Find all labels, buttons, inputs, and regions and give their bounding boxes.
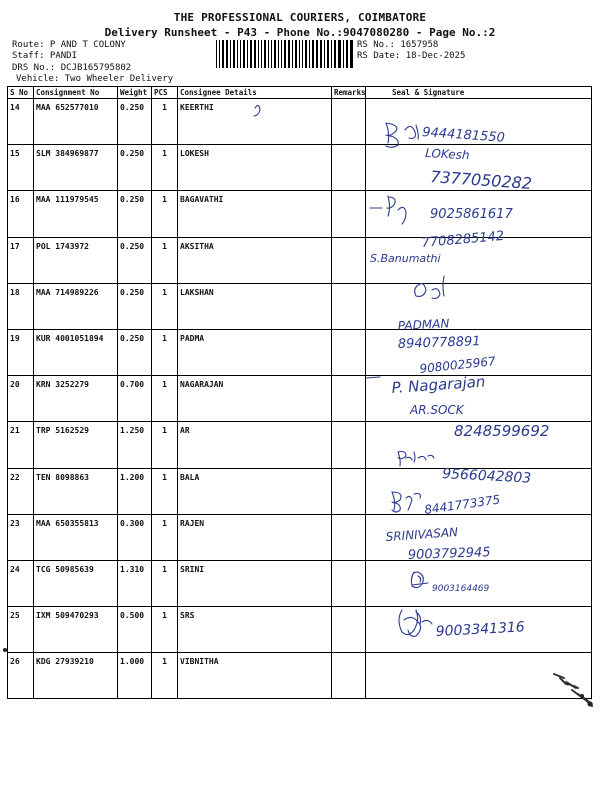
cell-consignee: PADMA xyxy=(178,329,332,375)
cell-weight: 0.250 xyxy=(118,283,152,329)
cell-consignee: BAGAVATHI xyxy=(178,191,332,237)
rs-number: RS No.: 1657958 xyxy=(357,40,439,50)
signature-scribble xyxy=(386,123,398,147)
handwritten-phone: 9080025967 xyxy=(418,354,497,376)
cell-weight: 0.300 xyxy=(118,514,152,560)
cell-sno: 21 xyxy=(8,422,34,468)
cell-consignee: NAGARAJAN xyxy=(178,376,332,422)
runsheet-subtitle: Delivery Runsheet - P43 - Phone No.:9047080280 - Page No.:2 xyxy=(104,26,496,39)
signature-scribble xyxy=(370,196,406,224)
cell-weight: 1.250 xyxy=(118,422,152,468)
cell-consignee: LAKSHAN xyxy=(178,283,332,329)
cell-pcs: 1 xyxy=(152,468,178,514)
handwritten-phone: 9566042803 xyxy=(441,466,532,487)
cell-pcs: 1 xyxy=(152,329,178,375)
cell-weight: 0.250 xyxy=(118,329,152,375)
cell-pcs: 1 xyxy=(152,99,178,145)
cell-sno: 18 xyxy=(8,283,34,329)
rs-date: RS Date: 18-Dec-2025 xyxy=(357,51,466,61)
cell-consignment: MAA 714989226 xyxy=(34,283,118,329)
handwritten-name: P. Nagarajan xyxy=(391,372,486,397)
drs-number: DRS No.: DCJB165795802 xyxy=(12,63,132,73)
signature-scribble xyxy=(415,276,444,299)
signature-scribble xyxy=(411,572,428,588)
col-consignment: Consignment No xyxy=(34,87,118,99)
col-remarks: Remarks xyxy=(332,87,366,99)
signature-scribble xyxy=(398,452,434,467)
handwritten-phone: 8441773375 xyxy=(423,492,502,517)
col-sno: S No xyxy=(8,87,34,99)
cell-sno: 24 xyxy=(8,560,34,606)
col-consignee: Consignee Details xyxy=(178,87,332,99)
handwritten-name: LOKesh xyxy=(424,146,470,163)
col-weight: Weight xyxy=(118,87,152,99)
cell-consignee: LOKESH xyxy=(178,145,332,191)
cell-consignment: KDG 27939210 xyxy=(34,653,118,699)
cell-consignment: SLM 384969877 xyxy=(34,145,118,191)
scan-smudge-icon xyxy=(552,668,596,708)
cell-sno: 14 xyxy=(8,99,34,145)
cell-sno: 17 xyxy=(8,237,34,283)
cell-weight: 0.250 xyxy=(118,145,152,191)
cell-sno: 22 xyxy=(8,468,34,514)
cell-pcs: 1 xyxy=(152,237,178,283)
staff-label: Staff: PANDI xyxy=(12,51,78,61)
cell-consignee: AR xyxy=(178,422,332,468)
handwritten-name: SRINIVASAN xyxy=(385,524,459,544)
cell-consignee: SRS xyxy=(178,607,332,653)
cell-weight: 0.500 xyxy=(118,607,152,653)
cell-pcs: 1 xyxy=(152,283,178,329)
cell-consignment: MAA 111979545 xyxy=(34,191,118,237)
cell-consignee: KEERTHI xyxy=(178,99,332,145)
cell-weight: 0.700 xyxy=(118,376,152,422)
cell-weight: 1.000 xyxy=(118,653,152,699)
cell-sno: 23 xyxy=(8,514,34,560)
cell-sno: 15 xyxy=(8,145,34,191)
cell-pcs: 1 xyxy=(152,422,178,468)
cell-sno: 20 xyxy=(8,376,34,422)
cell-consignee: AKSITHA xyxy=(178,237,332,283)
cell-consignment: KUR 4001051894 xyxy=(34,329,118,375)
handwritten-phone: 7377050282 xyxy=(429,167,533,194)
cell-consignment: KRN 3252279 xyxy=(34,376,118,422)
handwritten-name: S.Banumathi xyxy=(370,252,441,265)
vehicle-label: Vehicle: Two Wheeler Delivery xyxy=(16,74,174,84)
signature-scribble xyxy=(405,125,418,139)
signature-scribble xyxy=(366,377,380,378)
handwritten-phone: 9003341316 xyxy=(435,619,526,640)
cell-sno: 16 xyxy=(8,191,34,237)
cell-weight: 0.250 xyxy=(118,99,152,145)
scan-mark xyxy=(3,648,7,652)
col-pcs: PCS xyxy=(152,87,178,99)
cell-consignment: MAA 650355813 xyxy=(34,514,118,560)
cell-consignee: SRINI xyxy=(178,560,332,606)
signature-scribble xyxy=(254,105,260,116)
handwritten-phone: 7708285142 xyxy=(421,228,505,251)
cell-sno: 25 xyxy=(8,607,34,653)
runsheet-title: THE PROFESSIONAL COURIERS, COIMBATORE xyxy=(173,11,427,24)
cell-consignee: BALA xyxy=(178,468,332,514)
handwritten-phone: 9003792945 xyxy=(407,545,491,563)
cell-consignee: VIBNITHA xyxy=(178,653,332,699)
cell-sno: 19 xyxy=(8,329,34,375)
signature-scribble xyxy=(399,610,432,636)
cell-pcs: 1 xyxy=(152,191,178,237)
handwritten-phone: 9025861617 xyxy=(430,207,513,222)
cell-pcs: 1 xyxy=(152,145,178,191)
route-label: Route: P AND T COLONY xyxy=(12,40,126,50)
cell-consignment: MAA 652577010 xyxy=(34,99,118,145)
handwritten-phone: 8248599692 xyxy=(454,422,550,440)
cell-consignment: TEN 8098863 xyxy=(34,468,118,514)
cell-pcs: 1 xyxy=(152,376,178,422)
handwritten-name: AR.SOCK xyxy=(410,403,464,417)
handwritten-phone: 9003164469 xyxy=(432,584,490,594)
cell-consignment: TRP 5162529 xyxy=(34,422,118,468)
cell-weight: 1.310 xyxy=(118,560,152,606)
cell-weight: 0.250 xyxy=(118,237,152,283)
cell-pcs: 1 xyxy=(152,560,178,606)
col-signature: Seal & Signature xyxy=(366,87,592,99)
cell-weight: 0.250 xyxy=(118,191,152,237)
cell-pcs: 1 xyxy=(152,607,178,653)
handwritten-name: PADMAN xyxy=(397,316,450,333)
cell-weight: 1.200 xyxy=(118,468,152,514)
cell-consignment: IXM 509470293 xyxy=(34,607,118,653)
handwritten-phone: 8940778891 xyxy=(397,334,481,352)
cell-consignment: TCG 50985639 xyxy=(34,560,118,606)
cell-pcs: 1 xyxy=(152,514,178,560)
cell-consignment: POL 1743972 xyxy=(34,237,118,283)
cell-sno: 26 xyxy=(8,653,34,699)
signature-scribble xyxy=(392,492,420,512)
cell-consignee: RAJEN xyxy=(178,514,332,560)
handwritten-phone: 9444181550 xyxy=(421,125,506,146)
cell-pcs: 1 xyxy=(152,653,178,699)
